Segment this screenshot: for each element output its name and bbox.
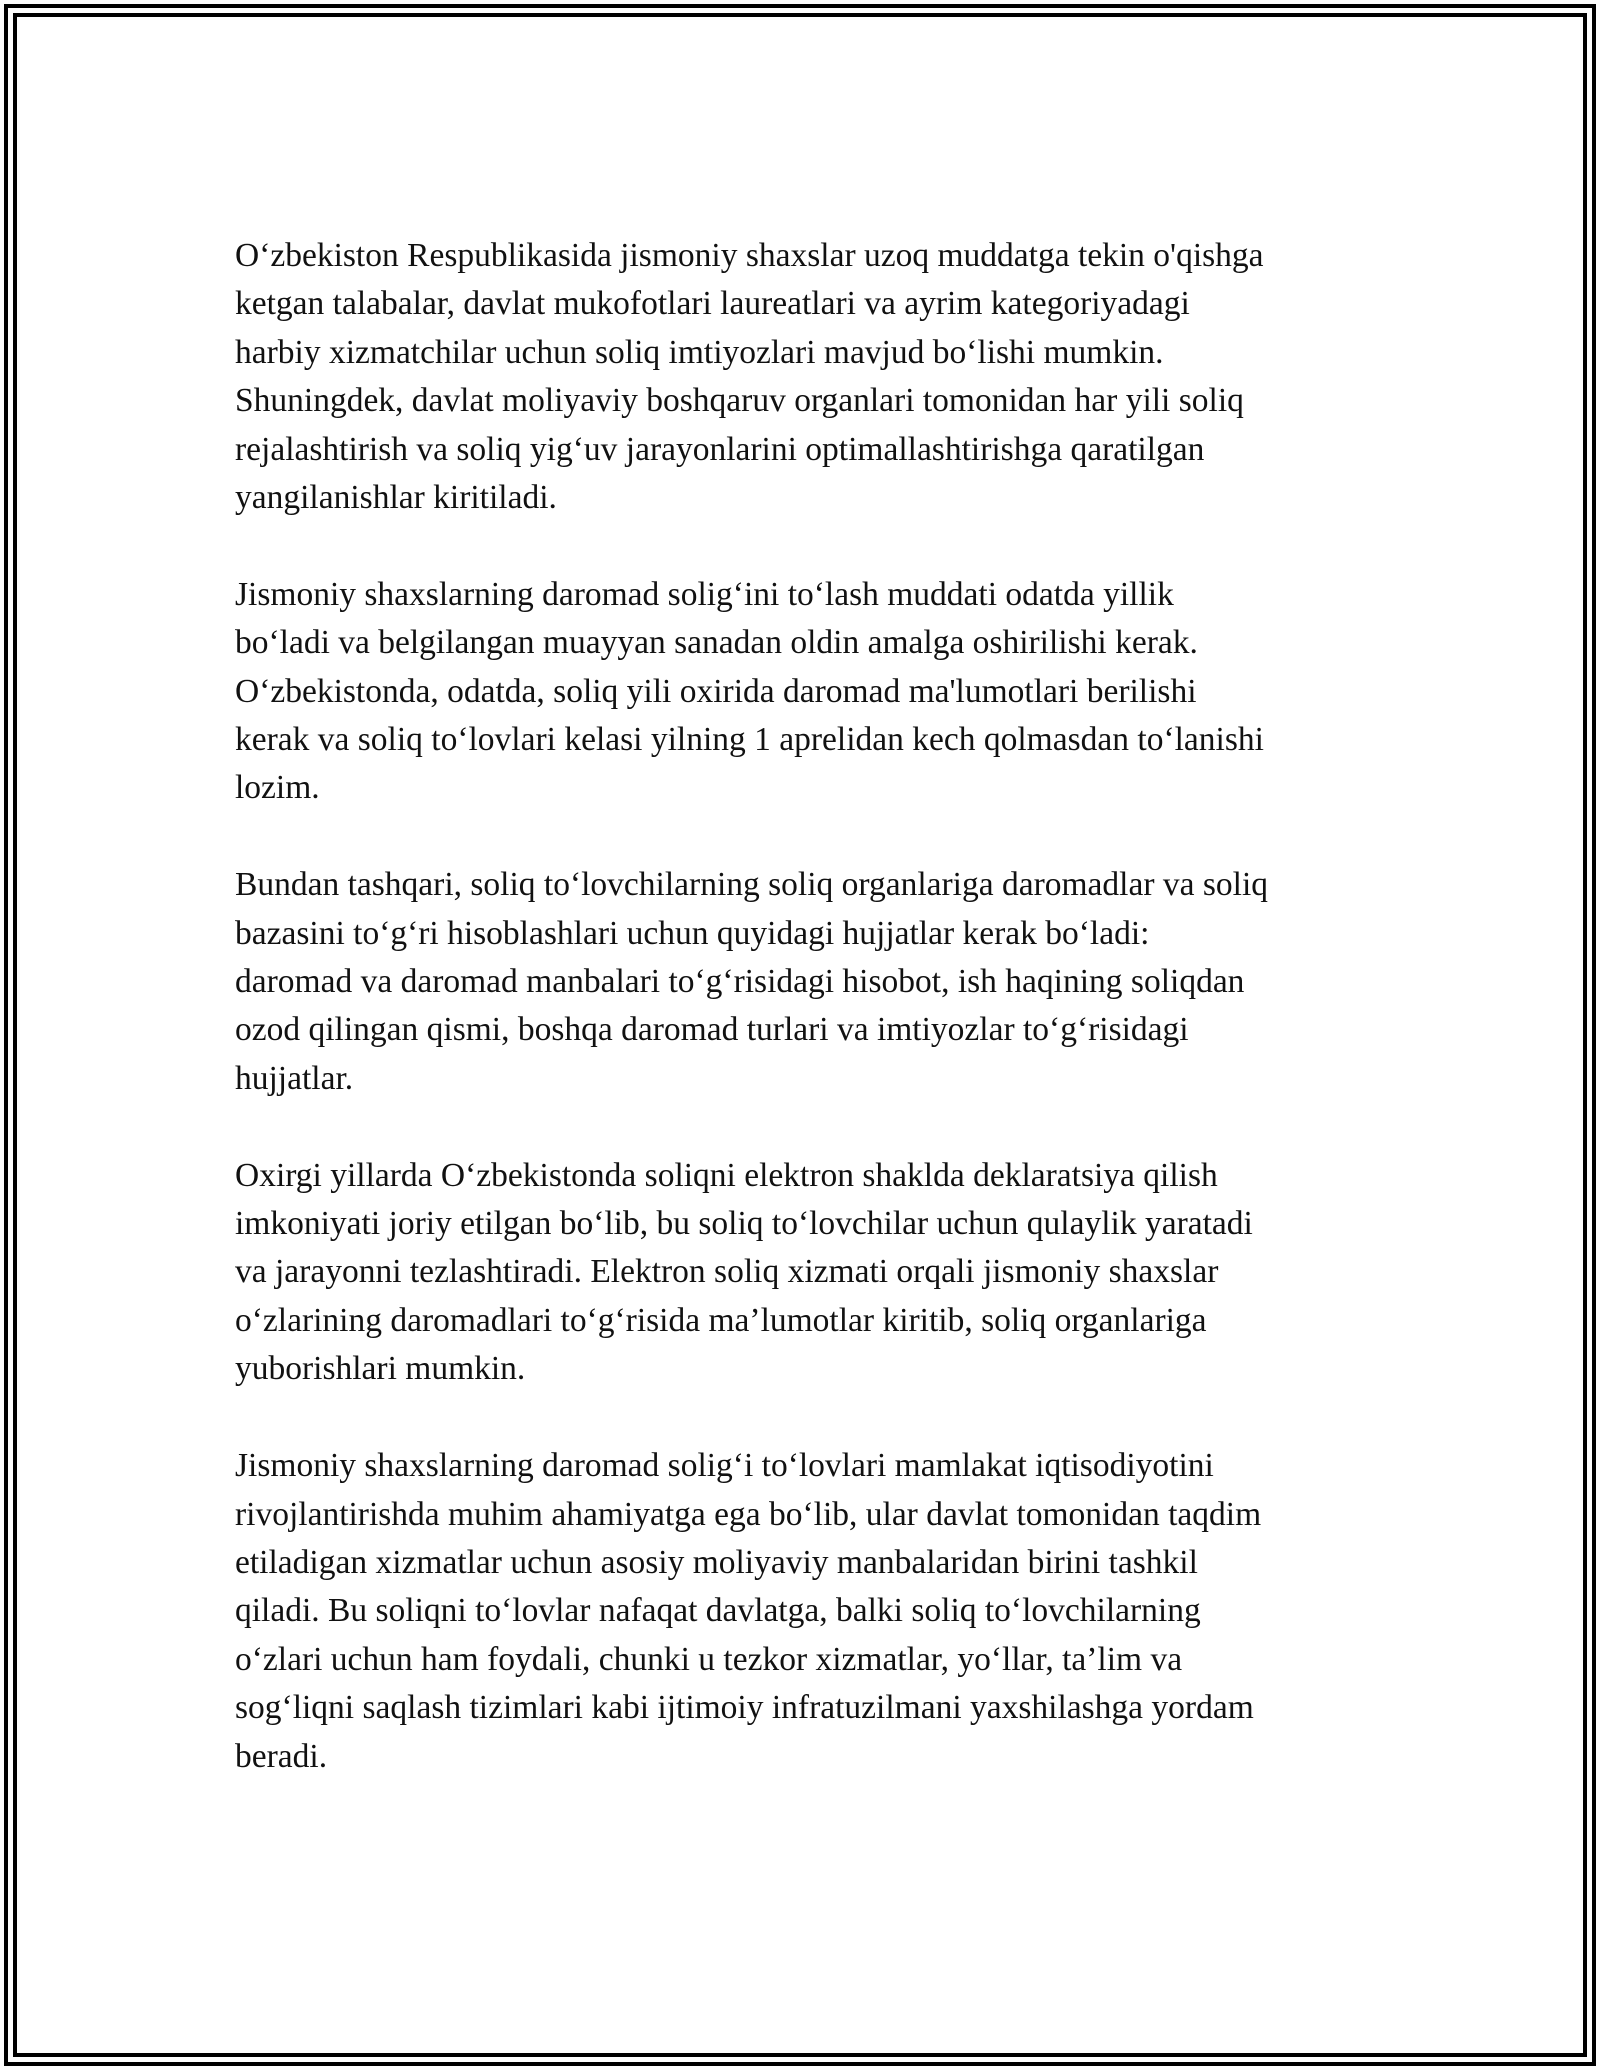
text-line: yuborishlari mumkin.: [235, 1350, 526, 1388]
text-line: rejalashtirish va soliq yig‘uv jarayonlarini optimallashtirishga qaratilgan: [235, 430, 1205, 468]
text-line: sog‘liqni saqlash tizimlari kabi ijtimoiy infratuzilmani yaxshilashga yordam: [235, 1689, 1254, 1727]
text-line: qiladi. Bu soliqni to‘lovlar nafaqat davlatga, balki soliq to‘lovchilarning: [235, 1592, 1201, 1630]
text-line: ozod qilingan qismi, boshqa daromad turlari va imtiyozlar to‘g‘risidagi: [235, 1011, 1189, 1049]
text-line: harbiy xizmatchilar uchun soliq imtiyozlari mavjud bo‘lishi mumkin.: [235, 333, 1164, 371]
text-line: imkoniyati joriy etilgan bo‘lib, bu soliq to‘lovchilar uchun qulaylik yaratadi: [235, 1205, 1253, 1243]
text-line: Bundan tashqari, soliq to‘lovchilarning soliq organlariga daromadlar va soliq: [235, 866, 1269, 904]
text-line: lozim.: [235, 769, 320, 807]
paragraph-5: [235, 1442, 1395, 1781]
text-line: rivojlantirishda muhim ahamiyatga ega bo‘lib, ular davlat tomonidan taqdim: [235, 1495, 1262, 1533]
text-line: ketgan talabalar, davlat mukofotlari laureatlari va ayrim kategoriyadagi: [235, 285, 1190, 323]
text-line: hujjatlar.: [235, 1059, 354, 1097]
text-line: daromad va daromad manbalari to‘g‘risidagi hisobot, ish haqining soliqdan: [235, 963, 1245, 1001]
paragraph-2: [235, 571, 1395, 813]
paragraph-3: [235, 861, 1395, 1103]
document-body: [235, 232, 1395, 1829]
text-line: O‘zbekistonda, odatda, soliq yili oxirida daromad ma'lumotlari berilishi: [235, 672, 1197, 710]
text-line: va jarayonni tezlashtiradi. Elektron soliq xizmati orqali jismoniy shaxslar: [235, 1253, 1219, 1291]
text-line: Jismoniy shaxslarning daromad solig‘i to‘lovlari mamlakat iqtisodiyotini: [235, 1447, 1214, 1485]
paragraph-1: [235, 232, 1395, 522]
text-line: bazasini to‘g‘ri hisoblashlari uchun quyidagi hujjatlar kerak bo‘ladi:: [235, 914, 1150, 952]
paragraph-4: [235, 1152, 1395, 1394]
text-line: etiladigan xizmatlar uchun asosiy moliyaviy manbalaridan birini tashkil: [235, 1543, 1198, 1581]
text-line: O‘zbekiston Respublikasida jismoniy shaxslar uzoq muddatga tekin o'qishga: [235, 237, 1264, 274]
text-line: kerak va soliq to‘lovlari kelasi yilning 1 aprelidan kech qolmasdan to‘lanishi: [235, 721, 1264, 759]
text-line: yangilanishlar kiritiladi.: [235, 479, 557, 517]
text-line: Oxirgi yillarda O‘zbekistonda soliqni elektron shaklda deklaratsiya qilish: [235, 1156, 1218, 1194]
text-line: Shuningdek, davlat moliyaviy boshqaruv organlari tomonidan har yili soliq: [235, 382, 1244, 420]
text-line: Jismoniy shaxslarning daromad solig‘ini to‘lash muddati odatda yillik: [235, 575, 1174, 613]
text-line: beradi.: [235, 1737, 328, 1775]
text-line: o‘zlari uchun ham foydali, chunki u tezkor xizmatlar, yo‘llar, ta’lim va: [235, 1640, 1183, 1678]
text-line: o‘zlarining daromadlari to‘g‘risida ma’lumotlar kiritib, soliq organlariga: [235, 1301, 1207, 1339]
text-line: bo‘ladi va belgilangan muayyan sanadan oldin amalga oshirilishi kerak.: [235, 624, 1198, 662]
